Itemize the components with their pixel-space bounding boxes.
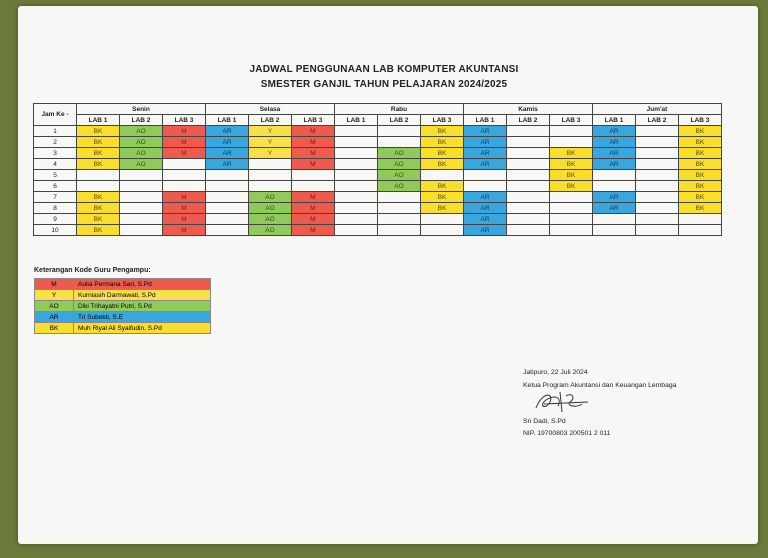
- schedule-cell: [679, 225, 722, 236]
- schedule-cell: [593, 181, 636, 192]
- legend-code: Y: [35, 290, 74, 301]
- schedule-cell: AR: [464, 225, 507, 236]
- table-row: [34, 126, 722, 137]
- signature-place-date: Jatipuro, 22 Juli 2024: [523, 369, 588, 376]
- day-header: Kamis: [464, 104, 593, 115]
- schedule-cell: [335, 126, 378, 137]
- schedule-cell: [636, 203, 679, 214]
- schedule-cell: BK: [550, 181, 593, 192]
- jam-number: 10: [34, 225, 77, 236]
- schedule-cell: AR: [593, 159, 636, 170]
- lab-header: LAB 2: [378, 115, 421, 126]
- schedule-table: [33, 103, 722, 236]
- schedule-cell: M: [292, 192, 335, 203]
- schedule-cell: [77, 181, 120, 192]
- schedule-cell: [163, 159, 206, 170]
- schedule-cell: [636, 192, 679, 203]
- schedule-cell: [636, 159, 679, 170]
- table-row: [34, 159, 722, 170]
- legend-teacher-name: Kurniasih Darmawati, S.Pd: [74, 290, 211, 301]
- schedule-cell: BK: [679, 148, 722, 159]
- schedule-cell: [507, 170, 550, 181]
- schedule-cell: [550, 225, 593, 236]
- schedule-cell: M: [292, 159, 335, 170]
- schedule-cell: M: [163, 214, 206, 225]
- table-row: [34, 225, 722, 236]
- schedule-cell: M: [163, 192, 206, 203]
- schedule-cell: AR: [464, 126, 507, 137]
- legend-row: [35, 323, 211, 334]
- legend-code: AR: [35, 312, 74, 323]
- schedule-cell: [335, 159, 378, 170]
- day-header: Selasa: [206, 104, 335, 115]
- schedule-cell: AR: [593, 192, 636, 203]
- schedule-cell: M: [163, 203, 206, 214]
- schedule-cell: BK: [77, 214, 120, 225]
- schedule-cell: [335, 148, 378, 159]
- schedule-cell: Y: [249, 148, 292, 159]
- schedule-cell: [249, 181, 292, 192]
- table-row: [34, 148, 722, 159]
- schedule-cell: AR: [593, 203, 636, 214]
- schedule-cell: AO: [249, 225, 292, 236]
- schedule-cell: [636, 225, 679, 236]
- schedule-cell: [335, 137, 378, 148]
- lab-header: LAB 1: [593, 115, 636, 126]
- lab-header: LAB 2: [636, 115, 679, 126]
- schedule-cell: [636, 181, 679, 192]
- schedule-cell: [507, 192, 550, 203]
- schedule-cell: [507, 126, 550, 137]
- jam-number: 2: [34, 137, 77, 148]
- lab-header: LAB 3: [679, 115, 722, 126]
- schedule-cell: [335, 225, 378, 236]
- legend-teacher-name: Diki Trihayatni Putri, S.Pd: [74, 301, 211, 312]
- table-row: [34, 192, 722, 203]
- schedule-cell: BK: [77, 159, 120, 170]
- schedule-cell: [378, 192, 421, 203]
- schedule-cell: Y: [249, 137, 292, 148]
- schedule-cell: AO: [378, 148, 421, 159]
- schedule-cell: BK: [77, 192, 120, 203]
- lab-header: LAB 1: [206, 115, 249, 126]
- legend-row: [35, 290, 211, 301]
- schedule-cell: [507, 148, 550, 159]
- schedule-cell: BK: [421, 137, 464, 148]
- table-row: [34, 203, 722, 214]
- schedule-cell: [77, 170, 120, 181]
- schedule-cell: [593, 170, 636, 181]
- schedule-cell: BK: [550, 170, 593, 181]
- legend-row: [35, 312, 211, 323]
- schedule-cell: BK: [421, 159, 464, 170]
- schedule-cell: [378, 126, 421, 137]
- schedule-cell: AR: [464, 137, 507, 148]
- schedule-cell: [464, 181, 507, 192]
- schedule-cell: BK: [421, 192, 464, 203]
- schedule-cell: [335, 170, 378, 181]
- schedule-cell: [206, 225, 249, 236]
- schedule-cell: [550, 137, 593, 148]
- schedule-cell: [120, 181, 163, 192]
- schedule-cell: [421, 214, 464, 225]
- lab-header: LAB 2: [120, 115, 163, 126]
- schedule-cell: AO: [378, 170, 421, 181]
- schedule-cell: AR: [464, 214, 507, 225]
- lab-header: LAB 3: [421, 115, 464, 126]
- schedule-cell: [550, 203, 593, 214]
- lab-header: LAB 1: [77, 115, 120, 126]
- schedule-cell: [550, 214, 593, 225]
- legend-teacher-name: Aulia Permana Sari, S.Pd: [74, 279, 211, 290]
- table-row: [34, 214, 722, 225]
- schedule-cell: M: [292, 148, 335, 159]
- schedule-cell: [507, 181, 550, 192]
- schedule-cell: BK: [77, 203, 120, 214]
- lab-header: LAB 3: [550, 115, 593, 126]
- schedule-cell: BK: [679, 181, 722, 192]
- schedule-cell: [335, 203, 378, 214]
- legend-teacher-name: Tri Subekti, S.E: [74, 312, 211, 323]
- schedule-cell: AR: [464, 159, 507, 170]
- schedule-cell: M: [292, 126, 335, 137]
- schedule-cell: M: [163, 148, 206, 159]
- schedule-cell: [636, 126, 679, 137]
- jam-number: 8: [34, 203, 77, 214]
- schedule-cell: [378, 214, 421, 225]
- schedule-cell: [335, 214, 378, 225]
- schedule-cell: AR: [464, 203, 507, 214]
- schedule-cell: [507, 137, 550, 148]
- schedule-cell: Y: [249, 126, 292, 137]
- schedule-cell: [507, 203, 550, 214]
- jam-number: 1: [34, 126, 77, 137]
- schedule-cell: M: [163, 225, 206, 236]
- schedule-cell: BK: [421, 181, 464, 192]
- schedule-cell: BK: [77, 225, 120, 236]
- jam-number: 7: [34, 192, 77, 203]
- schedule-cell: [378, 203, 421, 214]
- schedule-cell: [636, 214, 679, 225]
- schedule-cell: BK: [679, 170, 722, 181]
- jam-header: Jam Ke -: [34, 104, 77, 126]
- legend-row: [35, 279, 211, 290]
- schedule-cell: [679, 214, 722, 225]
- schedule-cell: BK: [421, 148, 464, 159]
- schedule-cell: AR: [593, 137, 636, 148]
- schedule-cell: [206, 203, 249, 214]
- schedule-cell: [636, 137, 679, 148]
- schedule-cell: M: [292, 225, 335, 236]
- legend-title: Keterangan Kode Guru Pengampu:: [34, 267, 151, 274]
- jam-number: 4: [34, 159, 77, 170]
- schedule-cell: AO: [249, 192, 292, 203]
- schedule-cell: [206, 214, 249, 225]
- schedule-cell: [636, 170, 679, 181]
- legend-row: [35, 301, 211, 312]
- schedule-cell: AR: [206, 126, 249, 137]
- schedule-cell: [335, 181, 378, 192]
- schedule-cell: BK: [550, 159, 593, 170]
- schedule-cell: BK: [421, 126, 464, 137]
- day-header: Jum'at: [593, 104, 722, 115]
- legend-code: AO: [35, 301, 74, 312]
- schedule-cell: AO: [120, 137, 163, 148]
- schedule-cell: [421, 170, 464, 181]
- schedule-cell: AO: [120, 148, 163, 159]
- lab-header: LAB 1: [464, 115, 507, 126]
- schedule-cell: [507, 214, 550, 225]
- table-row: [34, 137, 722, 148]
- schedule-cell: M: [292, 203, 335, 214]
- schedule-cell: [550, 192, 593, 203]
- schedule-cell: BK: [679, 192, 722, 203]
- lab-header: LAB 1: [335, 115, 378, 126]
- signature-name: Sri Dadi, S.Pd: [523, 418, 566, 425]
- title-line-2: SMESTER GANJIL TAHUN PELAJARAN 2024/2025: [260, 79, 508, 90]
- schedule-cell: BK: [679, 126, 722, 137]
- jam-number: 5: [34, 170, 77, 181]
- schedule-cell: BK: [679, 203, 722, 214]
- schedule-cell: AR: [206, 148, 249, 159]
- schedule-cell: AR: [206, 137, 249, 148]
- schedule-cell: [335, 192, 378, 203]
- day-header: Rabu: [335, 104, 464, 115]
- schedule-cell: AR: [593, 148, 636, 159]
- schedule-cell: [206, 181, 249, 192]
- schedule-cell: [507, 159, 550, 170]
- schedule-cell: [593, 225, 636, 236]
- schedule-cell: M: [292, 214, 335, 225]
- signature-scribble-icon: [532, 388, 592, 416]
- schedule-cell: [120, 203, 163, 214]
- signature-role: Ketua Program Akuntansi dan Keuangan Lembaga: [523, 382, 677, 389]
- schedule-cell: AR: [593, 126, 636, 137]
- schedule-cell: [206, 170, 249, 181]
- schedule-cell: [593, 214, 636, 225]
- schedule-cell: [378, 225, 421, 236]
- signature-nip: NIP. 19700803 200501 2 011: [523, 430, 611, 437]
- schedule-cell: [249, 159, 292, 170]
- schedule-cell: AR: [206, 159, 249, 170]
- schedule-cell: [249, 170, 292, 181]
- schedule-cell: [464, 170, 507, 181]
- lab-header: LAB 2: [249, 115, 292, 126]
- schedule-cell: [120, 225, 163, 236]
- schedule-cell: AR: [464, 148, 507, 159]
- title-line-1: JADWAL PENGGUNAAN LAB KOMPUTER AKUNTANSI: [249, 64, 519, 75]
- schedule-cell: AO: [249, 214, 292, 225]
- table-row: [34, 170, 722, 181]
- lab-header: LAB 3: [163, 115, 206, 126]
- schedule-cell: [507, 225, 550, 236]
- schedule-cell: BK: [77, 126, 120, 137]
- schedule-cell: BK: [421, 203, 464, 214]
- schedule-cell: AO: [120, 126, 163, 137]
- schedule-cell: M: [163, 137, 206, 148]
- schedule-cell: BK: [679, 159, 722, 170]
- schedule-cell: AO: [249, 203, 292, 214]
- schedule-cell: [120, 214, 163, 225]
- schedule-cell: [550, 126, 593, 137]
- lab-header: LAB 2: [507, 115, 550, 126]
- schedule-cell: [163, 170, 206, 181]
- schedule-cell: AO: [120, 159, 163, 170]
- day-header: Senin: [77, 104, 206, 115]
- schedule-cell: AR: [464, 192, 507, 203]
- schedule-cell: BK: [77, 137, 120, 148]
- schedule-cell: M: [163, 126, 206, 137]
- jam-number: 9: [34, 214, 77, 225]
- schedule-cell: [421, 225, 464, 236]
- legend-code: M: [35, 279, 74, 290]
- jam-number: 3: [34, 148, 77, 159]
- table-row: [34, 181, 722, 192]
- schedule-cell: [292, 181, 335, 192]
- schedule-cell: M: [292, 137, 335, 148]
- schedule-cell: AO: [378, 159, 421, 170]
- schedule-cell: BK: [77, 148, 120, 159]
- schedule-cell: [292, 170, 335, 181]
- schedule-cell: AO: [378, 181, 421, 192]
- legend-teacher-name: Muh Riyal Ali Syaifudin, S.Pd: [74, 323, 211, 334]
- schedule-cell: [120, 170, 163, 181]
- legend-code: BK: [35, 323, 74, 334]
- schedule-cell: [163, 181, 206, 192]
- legend-table: [34, 278, 211, 334]
- schedule-cell: [206, 192, 249, 203]
- jam-number: 6: [34, 181, 77, 192]
- lab-header: LAB 3: [292, 115, 335, 126]
- schedule-cell: [378, 137, 421, 148]
- schedule-cell: BK: [679, 137, 722, 148]
- schedule-cell: BK: [550, 148, 593, 159]
- schedule-cell: [120, 192, 163, 203]
- schedule-cell: [636, 148, 679, 159]
